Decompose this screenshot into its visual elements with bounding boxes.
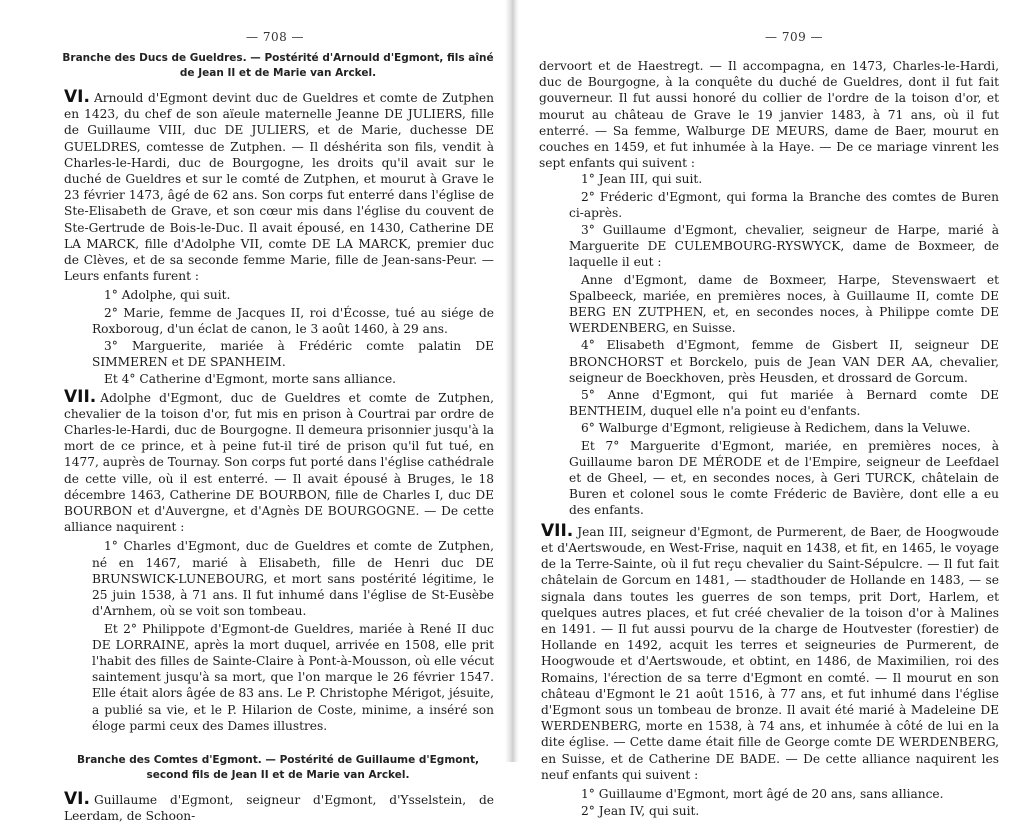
generation-number: VI. <box>64 87 90 107</box>
branch-heading: Branche des Ducs de Gueldres. — Postérité d'Arnould d'Egmont, fils aîné de Jean II et de Marie van Arckel. <box>62 52 494 79</box>
child-entry: Et 7° Marguerite d'Egmont, mariée, en premières noces, à Guillaume baron DE MÉRODE et de l'Empire, seigneur de Leefdael et de Gheel, — et, en secondes noces, à Geri TURCK, châtelain de Buren et colonel sous le comte Fréderic de Bavière, dont elle a eu des enfants. <box>569 438 999 518</box>
child-entry: Anne d'Egmont, dame de Boxmeer, Harpe, Stevenswaert et Spalbeeck, mariée, en premières noces, à Guillaume II, comte DE BERG EN ZUTPHEN, et, en secondes noces, à Philippe comte DE WERDENBERG, en Suisse. <box>569 272 999 336</box>
continued-text: dervoort et de Haestregt. — Il accompagna, en 1473, Charles-le-Hardi, duc de Bourgogne, à la conquête du duché de Gueldres, dont il fut fait gouverneur. Il fut aussi honoré du collier de l'ordre de la toison d'or, et mourut au château de Grave le 19 janvier 1483, à 71 ans, où il fut enterré. — Sa femme, Walburge DE MEURS, dame de Baer, mourut en couches en 1459, et fut inhumée à la Haye. — De ce mariage vinrent les sept enfants qui suivent : <box>539 59 999 171</box>
child-entry: 4° Elisabeth d'Egmont, femme de Gisbert II, seigneur DE BRONCHORST et Borckelo, puis de Jean VAN DER AA, chevalier, seigneur de Boeckhoven, près Heusden, et drossard de Gorcum. <box>569 338 999 385</box>
section-gap <box>62 735 494 753</box>
child-entry: 2° Marie, femme de Jacques II, roi d'Écosse, tué au siége de Roxboroug, d'un éclat de canon, le 3 août 1460, à 29 ans. <box>92 305 494 336</box>
child-entry: 1° Adolphe, qui suit. <box>104 288 231 303</box>
right-page <box>512 0 1024 819</box>
generation-text: Adolphe d'Egmont, duc de Gueldres et comte de Zutphen, chevalier de la toison d'or, fut mis en prison à Courtrai par ordre de Charles-le-Hardi, duc de Bourgogne. Il demeura prisonnier jusqu'à la mort de ce prince, et à peine fut-il tiré de prison qu'il fut tué, en 1477, auprès de Tournay. Son corps fut porté dans l'église cathédrale de cette ville, où il est enterré. — Il avait épousé à Bruges, le 18 décembre 1463, Catherine DE BOURBON, fille de Charles I, duc DE BOURBON et d'Auvergne, et d'Agnès DE BOURGOGNE. — De cette alliance naquirent : <box>64 390 494 535</box>
generation-entry <box>539 520 999 783</box>
generation-text: Jean III, seigneur d'Egmont, de Purmerent, de Baer, de Hoogwoude et d'Aertswoude, en West-Frise, naquit en 1438, et fit, en 1465, le voyage de la Terre-Sainte, où il fut reçu chevalier du Saint-Sépulcre. — Il fut fait châtelain de Gorcum en 1481, — stadthouder de Hollande en 1483, — se signala dans toutes les guerres de son temps, prit Dort, Harlem, et quelques autres places, et fut créé chevalier de la toison d'or à Malines en 1491. — Il fut aussi pourvu de la charge de Houtvester (forestier) de Hollande en 1492, acquit les terres et seigneuries de Purmerent, de Hoogwoude et d'Aertswoude, et obtint, en 1486, de Maximilien, roi des Romains, l'érection de sa terre d'Egmont en comté. — Il mourut en son château d'Egmont le 21 août 1516, à 77 ans, et fut inhumé dans l'église d'Egmont sous un tombeau de bronze. Il avait été marié à Madeleine DE WERDENBERG, morte en 1538, à 74 ans, et inhumée à côté de lui en la dite église. — Cette dame était fille de George comte DE WERDENBERG, en Suisse, et de Catherine DE BADE. — De cette alliance naquirent les neuf enfants qui suivent : <box>541 524 999 782</box>
child-entry: 5° Anne d'Egmont, qui fut mariée à Bernard comte DE BENTHEIM, duquel elle n'a point eu d'enfants. <box>569 388 999 419</box>
branch-heading: Branche des Comtes d'Egmont. — Postérité de Guillaume d'Egmont, second fils de Jean II et de Marie van Arckel. <box>77 753 479 781</box>
generation-entry <box>62 386 494 536</box>
generation-text: Guillaume d'Egmont, seigneur d'Egmont, d'Ysselstein, de Leerdam, de Schoon- <box>64 792 494 824</box>
child-entry: 2° Fréderic d'Egmont, qui forma la Branche des comtes de Buren ci-après. <box>569 189 999 220</box>
child-entry: 3° Marguerite, mariée à Frédéric comte palatin DE SIMMEREN et DE SPANHEIM. <box>92 339 494 370</box>
child-entry: 1° Guillaume d'Egmont, mort âgé de 20 ans, sans alliance. <box>581 786 944 801</box>
generation-entry <box>62 89 494 284</box>
child-entry: Et 2° Philippote d'Egmont-de Gueldres, mariée à René II duc DE LORRAINE, après la mort duquel, arrivée en 1508, elle prit l'habit des filles de Sainte-Claire à Pont-à-Mousson, où elle vécut saintement jusqu'à sa mort, que l'on marque le 26 février 1547. Elle était alors âgée de 83 ans. Le P. Christophe Mérigot, jésuite, a publié sa vie, et le P. Hilarion de Coste, minime, a inséré son éloge parmi ceux des Dames illustres. <box>92 621 494 733</box>
page-number: — 708 — <box>246 30 305 44</box>
child-entry: Et 4° Catherine d'Egmont, morte sans alliance. <box>104 372 397 387</box>
child-entry: 2° Jean IV, qui suit. <box>581 804 700 819</box>
generation-text: Arnould d'Egmont devint duc de Gueldres et comte de Zutphen en 1423, du chef de son aïeule maternelle Jeanne DE JULIERS, fille de Guillaume VIII, duc DE JULIERS, et de Marie, duchesse DE GUELDRES, comtesse de Zutphen. — Il déshérita son fils, vendit à Charles-le-Hardi, duc de Bourgogne, les droits qu'il avait sur le duché de Gueldres et sur le comté de Zutphen, et mourut à Grave le 23 février 1473, âgé de 62 ans. Son corps fut enterré dans l'église de Ste-Elisabeth de Grave, et son cœur mis dans l'église du couvent de Ste-Gertrude de Bois-le-Duc. Il avait épousé, en 1430, Catherine DE LA MARCK, fille d'Adolphe VII, comte DE LA MARCK, premier duc de Clèves, et de sa seconde femme Marie, fille de Jean-sans-Peur. — Leurs enfants furent : <box>64 91 494 284</box>
child-entry: 6° Walburge d'Egmont, religieuse à Redichem, dans la Veluwe. <box>581 421 971 436</box>
child-entry: 1° Charles d'Egmont, duc de Gueldres et comte de Zutphen, né en 1467, marié à Elisabeth, fille de Henri duc DE BRUNSWICK-LUNEBOURG, et mort sans postérité légitime, le 25 juin 1538, à 71 ans. Il fut inhumé dans l'église de St-Eusèbe d'Arnhem, où se voit son tombeau. <box>92 539 494 619</box>
left-page <box>0 0 510 824</box>
generation-entry <box>62 788 494 824</box>
right-text-column <box>539 58 999 820</box>
child-entry: 1° Jean III, qui suit. <box>581 172 703 187</box>
page-number: — 709 — <box>765 30 824 44</box>
generation-number: VII. <box>64 386 97 407</box>
generation-number: VI. <box>64 788 90 809</box>
generation-number: VII. <box>541 520 574 541</box>
left-text-column <box>62 51 494 827</box>
child-entry: 3° Guillaume d'Egmont, chevalier, seigneur de Harpe, marié à Marguerite DE CULEMBOURG-RYSWYCK, dame de Boxmeer, de laquelle il eut : <box>569 223 999 270</box>
